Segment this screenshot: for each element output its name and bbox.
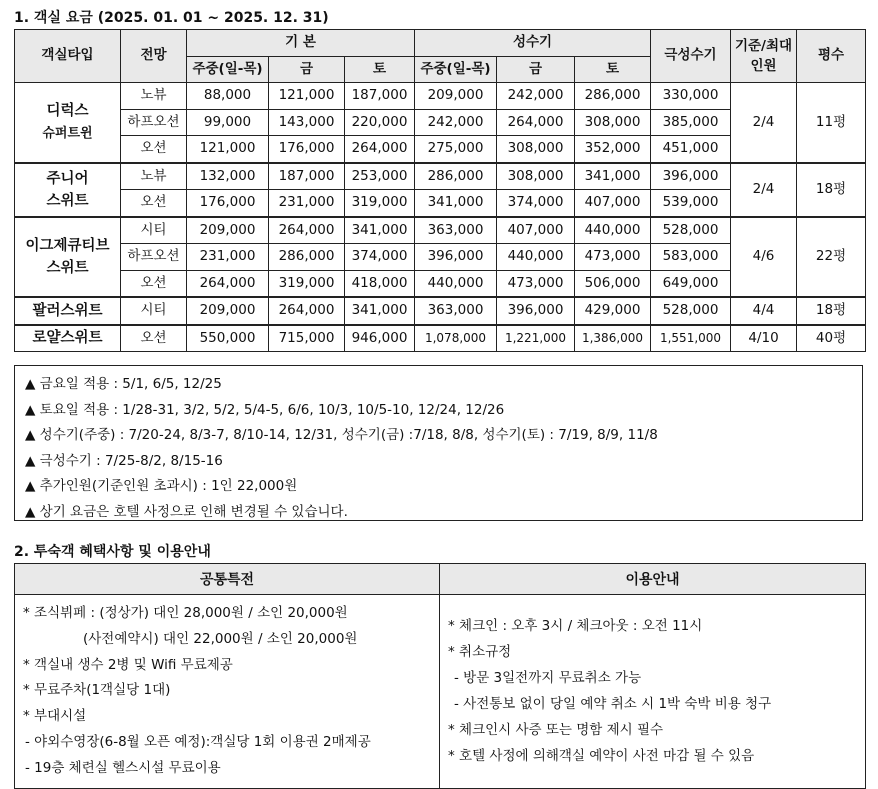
price-cell: 451,000: [651, 136, 731, 163]
size-cell: 18평: [797, 163, 866, 217]
price-cell: 308,000: [497, 163, 575, 190]
room-type-label: 디럭스: [46, 102, 89, 119]
view-cell: 하프오션: [121, 109, 187, 136]
size-cell: 18평: [797, 297, 866, 325]
header-fri-peak: 금: [497, 56, 575, 83]
price-cell: 473,000: [575, 244, 651, 271]
price-cell: 550,000: [187, 325, 269, 352]
note-line: ▲ 금요일 적용 : 5/1, 6/5, 12/25: [25, 376, 222, 392]
price-cell: 363,000: [415, 217, 497, 244]
room-type-label: 팔러스위트: [32, 302, 103, 319]
price-cell: 319,000: [269, 270, 345, 297]
benefit-line: * 부대시설: [23, 708, 87, 725]
price-cell: 264,000: [345, 136, 415, 163]
info-line: * 호텔 사정에 의해객실 예약이 사전 마감 될 수 있음: [448, 748, 755, 764]
price-cell: 231,000: [187, 244, 269, 271]
price-cell: 539,000: [651, 190, 731, 217]
price-cell: 143,000: [269, 109, 345, 136]
benefit-line: * 객실내 생수 2병 및 Wifi 무료제공: [23, 656, 233, 673]
price-cell: 473,000: [497, 270, 575, 297]
header-weekday-peak: 주중(일-목): [415, 56, 497, 83]
price-cell: 440,000: [415, 270, 497, 297]
rate-row: [15, 83, 866, 110]
price-cell: 715,000: [269, 325, 345, 352]
benefit-line: - 19층 체련실 헬스시설 무료이용: [25, 759, 221, 776]
benefit-line: (사전예약시) 대인 22,000원 / 소인 20,000원: [83, 630, 358, 647]
price-cell: 528,000: [651, 297, 731, 325]
price-cell: 187,000: [269, 163, 345, 190]
room-type-name: [15, 163, 121, 217]
view-cell: 오션: [121, 325, 187, 352]
price-cell: 220,000: [345, 109, 415, 136]
price-cell: 374,000: [345, 244, 415, 271]
rate-row: [15, 163, 866, 190]
header-fri-basic: 금: [269, 56, 345, 83]
rate-row: [15, 217, 866, 244]
price-cell: 264,000: [187, 270, 269, 297]
room-type-label: 주니어: [46, 170, 89, 187]
room-type-label: 이그제큐티브: [25, 237, 110, 254]
benefit-line: - 야외수영장(6-8월 오픈 예정):객실당 1회 이용권 2매제공: [25, 733, 371, 750]
price-cell: 253,000: [345, 163, 415, 190]
price-cell: 286,000: [415, 163, 497, 190]
view-cell: 하프오션: [121, 244, 187, 271]
price-cell: 396,000: [415, 244, 497, 271]
info-table: [14, 563, 866, 789]
price-cell: 407,000: [575, 190, 651, 217]
price-cell: 264,000: [269, 297, 345, 325]
benefits-cell: [15, 595, 440, 789]
price-cell: 583,000: [651, 244, 731, 271]
price-cell: 1,386,000: [575, 325, 651, 352]
benefit-line: * 무료주차(1객실당 1대): [23, 682, 171, 699]
room-type-name: [15, 83, 121, 163]
price-cell: 396,000: [651, 163, 731, 190]
price-cell: 341,000: [345, 297, 415, 325]
price-cell: 176,000: [269, 136, 345, 163]
price-cell: 440,000: [575, 217, 651, 244]
info-header: 이용안내: [440, 564, 866, 595]
header-peak: 성수기: [415, 30, 651, 57]
info-line: * 체크인시 사증 또는 명함 제시 필수: [448, 722, 664, 738]
view-cell: 시티: [121, 217, 187, 244]
info-line: - 사전통보 없이 당일 예약 취소 시 1박 숙박 비용 청구: [454, 696, 772, 712]
room-type-name: [15, 297, 121, 325]
size-cell: 40평: [797, 325, 866, 352]
price-cell: 121,000: [187, 136, 269, 163]
price-cell: 286,000: [575, 83, 651, 110]
price-cell: 649,000: [651, 270, 731, 297]
header-sat-basic: 토: [345, 56, 415, 83]
capacity-cell: 4/10: [731, 325, 797, 352]
price-cell: 429,000: [575, 297, 651, 325]
price-cell: 418,000: [345, 270, 415, 297]
price-cell: 528,000: [651, 217, 731, 244]
header-super-peak: 극성수기: [651, 30, 731, 83]
capacity-cell: 4/6: [731, 217, 797, 298]
view-cell: 오션: [121, 136, 187, 163]
note-line: ▲ 추가인원(기준인원 초과시) : 1인 22,000원: [25, 478, 298, 495]
price-cell: 385,000: [651, 109, 731, 136]
price-cell: 1,078,000: [415, 325, 497, 352]
price-cell: 132,000: [187, 163, 269, 190]
price-cell: 121,000: [269, 83, 345, 110]
price-cell: 286,000: [269, 244, 345, 271]
price-cell: 209,000: [415, 83, 497, 110]
header-view: 전망: [121, 30, 187, 83]
room-type-label-2: 슈퍼트윈: [42, 125, 93, 141]
price-cell: 308,000: [575, 109, 651, 136]
price-cell: 176,000: [187, 190, 269, 217]
price-cell: 264,000: [497, 109, 575, 136]
rate-row: [15, 325, 866, 352]
price-cell: 275,000: [415, 136, 497, 163]
price-cell: 330,000: [651, 83, 731, 110]
price-cell: 264,000: [269, 217, 345, 244]
header-room-type: 객실타입: [15, 30, 121, 83]
room-type-name: [15, 217, 121, 298]
info-cell: [440, 595, 866, 789]
section1-title: 1. 객실 요금 (2025. 01. 01 ~ 2025. 12. 31): [14, 10, 329, 26]
notes-box: [14, 365, 863, 521]
room-type-label-2: 스위트: [46, 259, 89, 276]
capacity-cell: 2/4: [731, 163, 797, 217]
price-cell: 308,000: [497, 136, 575, 163]
header-sat-peak: 토: [575, 56, 651, 83]
price-cell: 341,000: [415, 190, 497, 217]
size-cell: 11평: [797, 83, 866, 163]
price-cell: 374,000: [497, 190, 575, 217]
price-cell: 209,000: [187, 217, 269, 244]
price-cell: 242,000: [497, 83, 575, 110]
room-type-name: [15, 325, 121, 352]
price-cell: 88,000: [187, 83, 269, 110]
header-size: 평수: [797, 30, 866, 83]
header-weekday-basic: 주중(일-목): [187, 56, 269, 83]
header-capacity: 기준/최대 인원: [731, 30, 797, 83]
view-cell: 노뷰: [121, 163, 187, 190]
room-type-label-2: 스위트: [46, 192, 89, 209]
price-cell: 363,000: [415, 297, 497, 325]
benefit-line: * 조식뷔페 : (정상가) 대인 28,000원 / 소인 20,000원: [23, 605, 348, 621]
capacity-cell: 4/4: [731, 297, 797, 325]
note-line: ▲ 토요일 적용 : 1/28-31, 3/2, 5/2, 5/4-5, 6/6, 10/3, 10/5-10, 12/24, 12/26: [25, 401, 505, 418]
view-cell: 오션: [121, 190, 187, 217]
price-cell: 352,000: [575, 136, 651, 163]
price-cell: 1,551,000: [651, 325, 731, 352]
section2-title: 2. 투숙객 혜택사항 및 이용안내: [14, 544, 211, 560]
info-line: * 취소규정: [448, 644, 512, 660]
benefits-header: 공통특전: [15, 564, 440, 595]
price-cell: 440,000: [497, 244, 575, 271]
size-cell: 22평: [797, 217, 866, 298]
view-cell: 시티: [121, 297, 187, 325]
price-cell: 242,000: [415, 109, 497, 136]
price-cell: 99,000: [187, 109, 269, 136]
header-basic: 기 본: [187, 30, 415, 57]
info-line: * 체크인 : 오후 3시 / 체크아웃 : 오전 11시: [448, 618, 703, 634]
info-line: - 방문 3일전까지 무료취소 가능: [454, 670, 642, 686]
price-cell: 946,000: [345, 325, 415, 352]
note-line: ▲ 상기 요금은 호텔 사정으로 인해 변경될 수 있습니다.: [25, 503, 348, 520]
rate-table: [14, 29, 866, 352]
price-cell: 341,000: [575, 163, 651, 190]
price-cell: 407,000: [497, 217, 575, 244]
note-line: ▲ 성수기(주중) : 7/20-24, 8/3-7, 8/10-14, 12/31, 성수기(금) :7/18, 8/8, 성수기(토) : 7/19, 8/9, 11/8: [25, 427, 658, 444]
price-cell: 209,000: [187, 297, 269, 325]
note-line: ▲ 극성수기 : 7/25-8/2, 8/15-16: [25, 452, 223, 469]
capacity-cell: 2/4: [731, 83, 797, 163]
price-cell: 396,000: [497, 297, 575, 325]
rate-row: [15, 297, 866, 325]
price-cell: 187,000: [345, 83, 415, 110]
price-cell: 319,000: [345, 190, 415, 217]
view-cell: 노뷰: [121, 83, 187, 110]
price-cell: 1,221,000: [497, 325, 575, 352]
room-type-label: 로얄스위트: [32, 330, 103, 347]
price-cell: 231,000: [269, 190, 345, 217]
price-cell: 506,000: [575, 270, 651, 297]
price-cell: 341,000: [345, 217, 415, 244]
view-cell: 오션: [121, 270, 187, 297]
